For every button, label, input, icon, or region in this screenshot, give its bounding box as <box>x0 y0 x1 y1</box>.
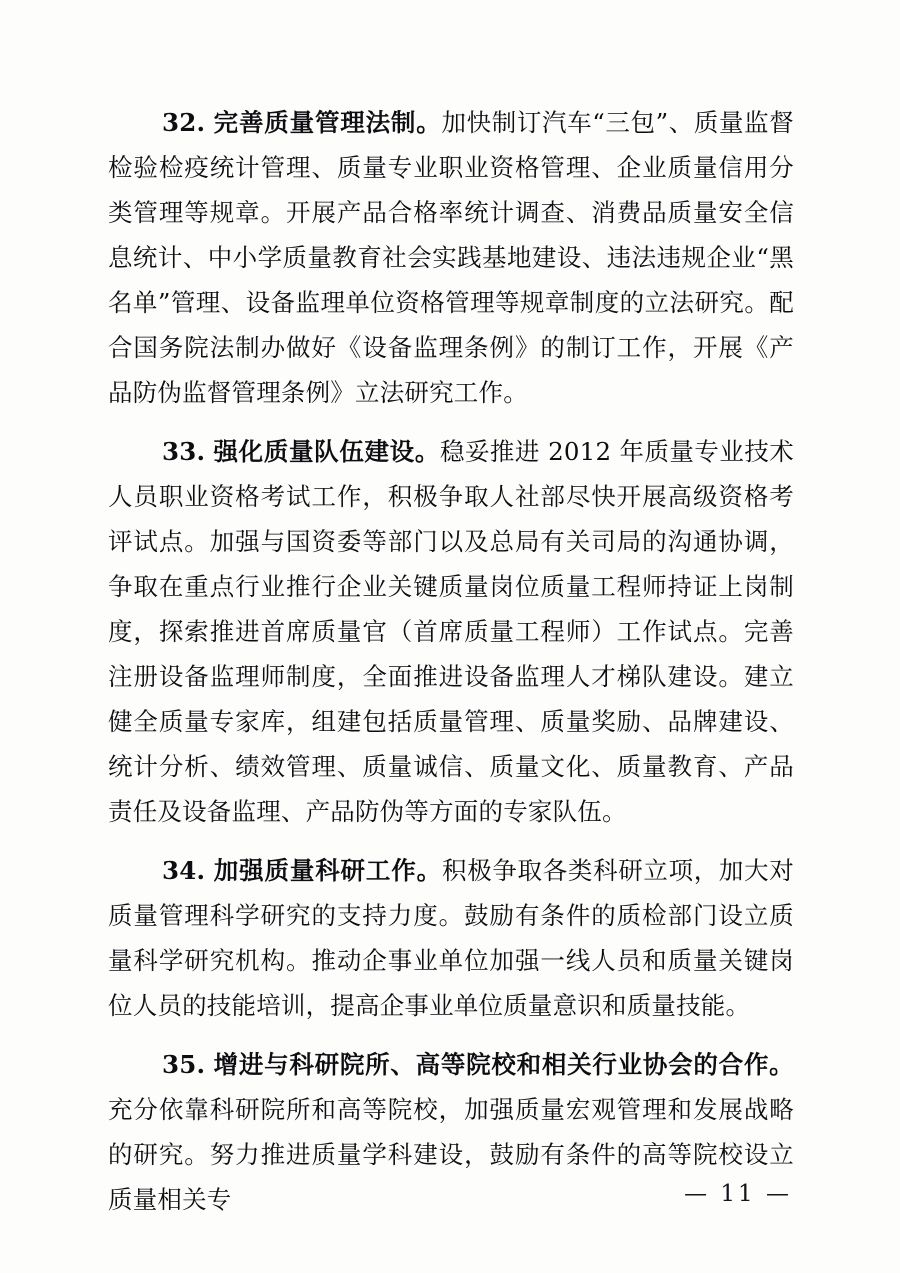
paragraph-text: 积极争取各类科研立项，加大对质量管理科学研究的支持力度。鼓励有条件的质检部门设立质量科学研究机构。推动企事业单位加强一线人员和质量关键岗位人员的技能培训，提高企事业单位质量意识和质量技能。 <box>108 856 794 1020</box>
paragraph-number: 35. <box>162 1050 206 1079</box>
paragraph-heading: 增进与科研院所、高等院校和相关行业协会的合作。 <box>213 1050 794 1079</box>
paragraph-heading: 完善质量管理法制。 <box>213 108 442 137</box>
paragraph-text: 充分依靠科研院所和高等院校，加强质量宏观管理和发展战略的研究。努力推进质量学科建设，鼓励有条件的高等院校设立质量相关专 <box>108 1095 794 1214</box>
paragraph-item-34 <box>108 848 794 1028</box>
paragraph-number: 33. <box>162 437 206 466</box>
paragraph-item-33 <box>108 429 794 834</box>
document-body <box>108 100 794 1236</box>
paragraph-item-32 <box>108 100 794 415</box>
paragraph-heading: 加强质量科研工作。 <box>213 856 443 885</box>
paragraph-heading: 强化质量队伍建设。 <box>213 437 440 466</box>
paragraph-text: 稳妥推进 2012 年质量专业技术人员职业资格考试工作，积极争取人社部尽快开展高级资格考评试点。加强与国资委等部门以及总局有关司局的沟通协调，争取在重点行业推行企业关键质量岗位质量工程师持证上岗制度，探索推进首席质量官（首席质量工程师）工作试点。完善注册设备监理师制度，全面推进设备监理人才梯队建设。建立健全质量专家库，组建包括质量管理、质量奖励、品牌建设、统计分析、绩效管理、质量诚信、质量文化、质量教育、产品责任及设备监理、产品防伪等方面的专家队伍。 <box>108 437 794 826</box>
paragraph-number: 34. <box>162 856 206 885</box>
paragraph-text: 加快制订汽车“三包”、质量监督检验检疫统计管理、质量专业职业资格管理、企业质量信用分类管理等规章。开展产品合格率统计调查、消费品质量安全信息统计、中小学质量教育社会实践基地建设、违法违规企业“黑名单”管理、设备监理单位资格管理等规章制度的立法研究。配合国务院法制办做好《设备监理条例》的制订工作，开展《产品防伪监督管理条例》立法研究工作。 <box>108 108 794 407</box>
paragraph-number: 32. <box>162 108 206 137</box>
page-number: — 11 — <box>684 1181 792 1207</box>
